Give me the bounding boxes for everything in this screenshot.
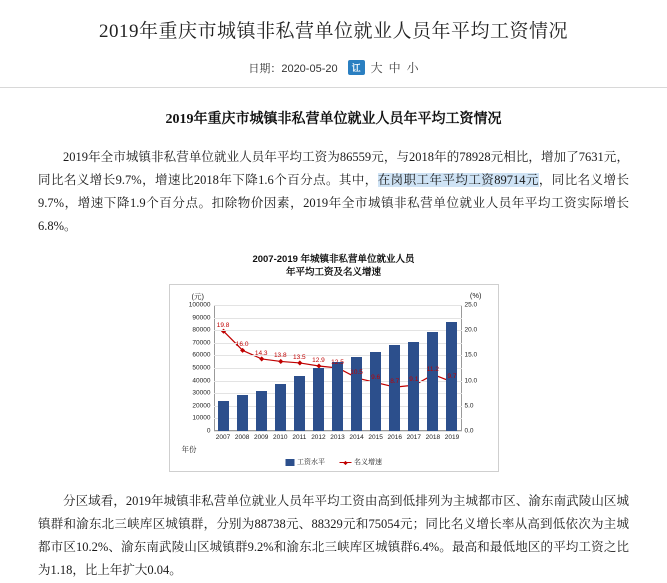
document-heading: 2019年重庆市城镇非私营单位就业人员年平均工资情况	[165, 112, 502, 127]
chart-x-tick-label: 2019	[444, 434, 460, 442]
chart-point-label: 13.8	[273, 352, 287, 360]
chart-y2-axis-unit: (%)	[469, 291, 482, 301]
chart-bar	[256, 391, 267, 431]
paragraph-1-highlight: 在岗职工年平均工资89714元	[377, 173, 539, 188]
chart-point-label: 19.8	[216, 322, 230, 330]
header-divider	[0, 87, 667, 88]
chart-canvas	[169, 284, 499, 472]
paragraph-1	[38, 146, 629, 239]
chart-y-tick-label: 10000	[192, 414, 211, 422]
chart-x-tick-label: 2017	[406, 434, 422, 442]
chart-point-label: 9.7	[447, 373, 457, 381]
chart-bar	[351, 357, 362, 431]
chart-gridline	[214, 305, 462, 306]
chart-legend	[285, 457, 382, 467]
chart-y-tick-label: 70000	[192, 339, 211, 347]
chart-y2-tick-label: 15.0	[464, 351, 478, 359]
chart-y2-tick-label: 5.0	[464, 402, 474, 410]
chart-y-tick-label: 30000	[192, 389, 211, 397]
chart-title-line-1: 2007-2019 年城镇非私营单位就业人员	[252, 253, 415, 265]
chart-x-tick-label: 2015	[368, 434, 383, 442]
chart-y-axis-unit: (元)	[191, 292, 204, 302]
chart-bar	[389, 345, 400, 431]
chart-bar	[218, 401, 229, 431]
legend-item-bar	[285, 457, 325, 467]
legend-line-swatch	[339, 462, 351, 463]
chart-gridline	[214, 318, 462, 319]
chart-y2-tick-label: 10.0	[464, 377, 478, 385]
chart-plot-area	[188, 301, 478, 442]
font-size-medium-button[interactable]: 中	[388, 61, 401, 75]
chart-x-axis-label: 年份	[181, 445, 197, 455]
chart-y-tick-label: 100000	[188, 301, 211, 309]
legend-bar-swatch	[285, 459, 294, 466]
chart-y-tick-label: 60000	[192, 351, 211, 359]
chart-x-tick-label: 2009	[253, 434, 269, 442]
chart-point-label: 9.6	[371, 373, 381, 381]
font-size-large-button[interactable]: 大	[370, 61, 383, 75]
chart-x-tick-label: 2011	[292, 434, 307, 442]
chart-y-tick-label: 90000	[192, 314, 211, 322]
legend-bar-label: 工资水平	[297, 459, 325, 467]
chart-gridline	[214, 330, 462, 331]
document-content	[0, 108, 667, 583]
chart-y-tick-label: 0	[206, 427, 211, 435]
chart-bar	[294, 376, 305, 431]
chart-point-label: 10.5	[350, 369, 363, 377]
chart-gridline	[214, 355, 462, 356]
legend-line-label: 名义增速	[354, 459, 382, 467]
chart-y-tick-label: 20000	[192, 402, 211, 410]
chart-gridline	[214, 431, 462, 432]
chart-point-label: 12.9	[312, 357, 325, 364]
chart-y-tick-label: 80000	[192, 326, 211, 334]
date-label: 日期：	[248, 62, 282, 75]
chart-title	[169, 253, 499, 281]
chart-title-line-2: 年平均工资及名义增速	[285, 267, 381, 279]
chart-figure	[169, 253, 499, 473]
chart-x-tick-label: 2013	[330, 434, 345, 442]
chart-x-tick-label: 2007	[215, 434, 231, 442]
chart-x-tick-label: 2012	[311, 434, 326, 442]
chart-y-tick-label: 40000	[192, 377, 211, 385]
chart-point-label: 11.2	[426, 365, 439, 373]
text-size-icon: 讧	[348, 60, 365, 75]
chart-x-tick-label: 2018	[425, 434, 441, 442]
chart-bar	[332, 362, 343, 431]
chart-bar	[313, 368, 324, 431]
page-title: 2019年重庆市城镇非私营单位就业人员年平均工资情况	[98, 21, 568, 42]
chart-bar	[427, 332, 438, 431]
paragraph-2: 分区域看，2019年城镇非私营单位就业人员年平均工资由高到低排列为主城都市区、渝东南武陵山区城镇群和渝东北三峡库区城镇群，分别为88738元、88329元和75054元；同比名义增长率从高到低依次为主城都市区10.2%、渝东南武陵山区城镇群9.2%和渝东北三峡库区城镇群6.4%。最高和最低地区的平均工资之比为1.18，比上年扩大0.04。	[38, 494, 629, 578]
chart-y-tick-label: 50000	[192, 364, 211, 372]
chart-bar	[408, 342, 419, 431]
chart-point-label: 12.5	[331, 359, 344, 367]
chart-bar	[275, 384, 286, 431]
chart-x-tick-label: 2014	[349, 434, 364, 442]
legend-item-line	[339, 457, 382, 467]
chart-gridline	[214, 343, 462, 344]
font-size-controls	[348, 59, 419, 76]
chart-point-label: 14.3	[254, 349, 268, 357]
chart-point-label: 8.7	[390, 378, 400, 386]
chart-x-tick-label: 2008	[234, 434, 250, 442]
chart-y2-tick-label: 20.0	[464, 326, 478, 334]
paragraph-1-part-b: ，同比名义增长9.7%，增速下降1.9个百分点。扣除物价因素，2019年全市城镇非私营单位就业人员年平均工资实际增长6.8%。	[38, 173, 629, 234]
font-size-small-button[interactable]: 小	[406, 61, 419, 75]
chart-bar	[370, 352, 381, 431]
chart-point-label: 13.5	[293, 353, 306, 361]
chart-y2-tick-label: 25.0	[464, 301, 478, 309]
publish-date	[248, 60, 337, 76]
chart-y2-tick-label: 0.0	[464, 427, 474, 435]
paragraph-1-part-a: 2019年全市城镇非私营单位就业人员年平均工资为86559元，与2018年的78928元相比，增加了7631元，同比名义增长9.7%，增速比2018年下降1.6个百分点。其中，	[38, 150, 629, 188]
chart-x-tick-label: 2010	[273, 434, 288, 442]
chart-point-label: 9.1	[409, 376, 419, 384]
chart-x-tick-label: 2016	[387, 434, 402, 442]
date-value: 2020-05-20	[281, 62, 338, 75]
meta-bar	[0, 59, 667, 76]
chart-point-label: 16.0	[235, 341, 249, 349]
chart-bar	[237, 395, 248, 431]
